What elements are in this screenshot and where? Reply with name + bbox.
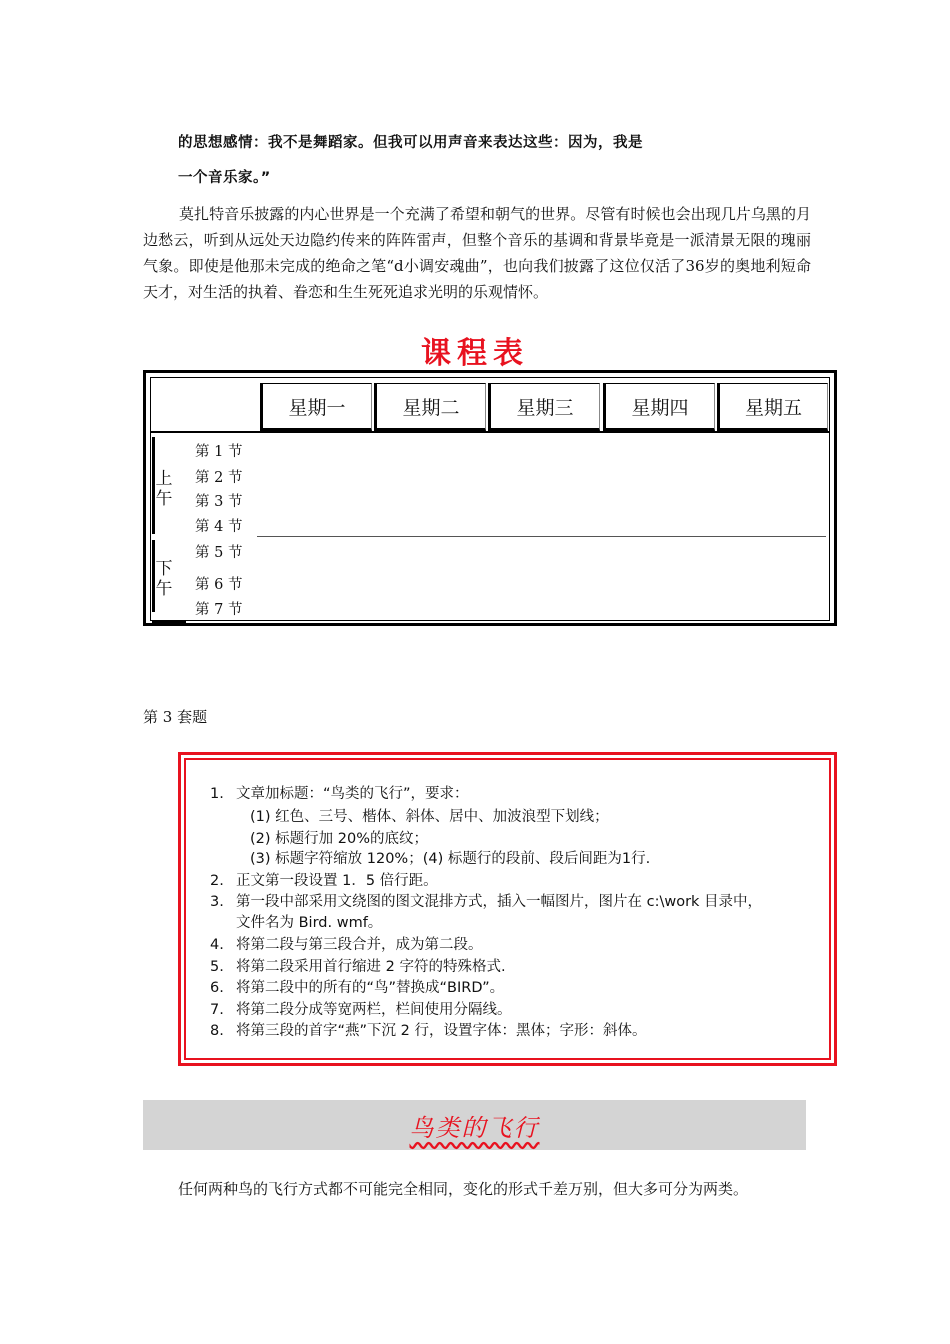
day-header-mon: 星期一 (260, 383, 372, 431)
timetable-title: 课程表 (421, 336, 529, 371)
morning-label-2: 午 (155, 489, 173, 509)
article-title: 鸟类的飞行 (409, 1113, 540, 1142)
morning-label-1: 上 (155, 469, 173, 489)
period-4: 第 4 节 (195, 519, 243, 535)
period-5: 第 5 节 (195, 545, 243, 561)
req-item-1: 1. 文章加标题：“鸟类的飞行”，要求： (210, 786, 469, 802)
day-header-wed: 星期三 (488, 383, 600, 431)
period-7: 第 7 节 (195, 602, 243, 618)
period-3: 第 3 节 (195, 494, 243, 510)
afternoon-label-1: 下 (155, 559, 173, 579)
day-header-fri: 星期五 (717, 383, 828, 431)
day-header-thu: 星期四 (603, 383, 715, 431)
req-subitem-3: (3) 标题字符缩放 120%；(4) 标题行的段前、段后间距为1行. (250, 851, 651, 867)
req-item-3-cont: 文件名为 Bird. wmf。 (236, 915, 383, 931)
req-item-5: 5. 将第二段采用首行缩进 2 字符的特殊格式. (210, 959, 506, 975)
midday-separator (257, 536, 826, 537)
req-item-7: 7. 将第二段分成等宽两栏，栏间使用分隔线。 (210, 1002, 512, 1018)
req-item-4: 4. 将第二段与第三段合并，成为第二段。 (210, 937, 483, 953)
req-subitem-1: (1) 红色、三号、楷体、斜体、居中、加波浪型下划线； (250, 809, 609, 825)
intro-line-1: 的思想感情：我不是舞蹈家。但我可以用声音来表达这些：因为，我是 (178, 135, 643, 151)
period-1: 第 1 节 (195, 444, 243, 460)
intro-line-2: 一个音乐家。” (178, 170, 271, 186)
req-item-2: 2. 正文第一段设置 1．5 倍行距。 (210, 873, 438, 889)
article-first-line: 任何两种鸟的飞行方式都不可能完全相同，变化的形式千差万别，但大多可分为两类。 (178, 1180, 749, 1198)
body-paragraph: 莫扎特音乐披露的内心世界是一个充满了希望和朝气的世界。尽管有时候也会出现几片乌黑的月边愁云，听到从远处天边隐约传来的阵阵雷声，但整个音乐的基调和背景毕竟是一派清景无限的瑰丽气象。即使是他那未完成的绝命之笔“d小调安魂曲”，也向我们披露了这位仅活了36岁的奥地利短命天才，对生活的执着、眷恋和生生死死追求光明的乐观情怀。 (143, 205, 811, 301)
req-subitem-2: (2) 标题行加 20%的底纹； (250, 831, 428, 847)
afternoon-label-2: 午 (155, 579, 173, 599)
req-item-3: 3. 第一段中部采用文绕图的图文混排方式，插入一幅图片，图片在 c:\work 目录中， (210, 894, 763, 910)
article-title-banner (143, 1100, 806, 1150)
header-rule (150, 431, 830, 433)
day-header-tue: 星期二 (374, 383, 486, 431)
period-2: 第 2 节 (195, 470, 243, 486)
bottom-mark (152, 620, 186, 623)
req-item-8: 8. 将第三段的首字“燕”下沉 2 行，设置字体：黑体；字形：斜体。 (210, 1023, 647, 1039)
req-item-6: 6. 将第二段中的所有的“鸟”替换成“BIRD”。 (210, 980, 505, 996)
section-label: 第 3 套题 (143, 708, 208, 726)
period-6: 第 6 节 (195, 577, 243, 593)
